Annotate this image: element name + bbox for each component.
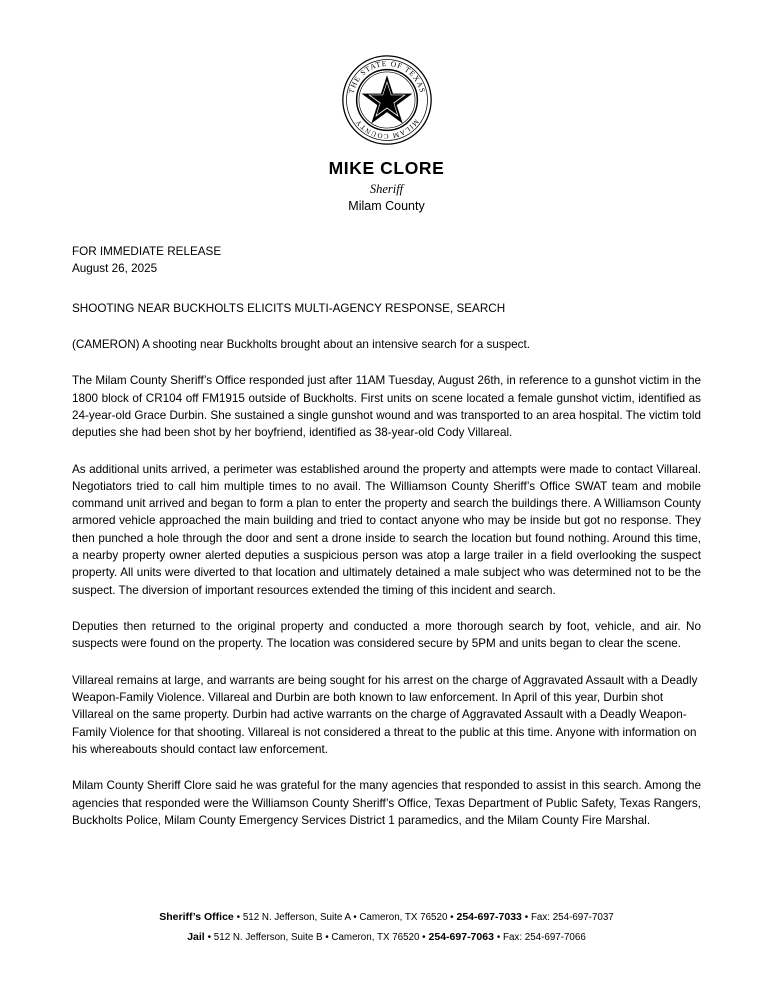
svg-text:MILAM COUNTY: MILAM COUNTY xyxy=(353,117,420,141)
footer-line-jail xyxy=(72,928,701,948)
footer-office-label: Sheriff’s Office xyxy=(159,911,234,924)
paragraph-3: As additional units arrived, a perimeter was established around the property and attempts were made to contact Villareal. Negotiators tried to call him multiple times to no avail. The Williamson County Sheriff’s Office SWAT team and mobile command unit arrived and began to form a plan to enter the property and search the buildings there. A Williamson County armored vehicle approached the main building and tried to contact anyone who may be inside but got no response. They then punched a hole through the door and sent a drone inside to search the location but found nothing. Around this time, a nearby property owner alerted deputies a suspicious person was atop a large trailer in a field overlooking the suspect property. All units were diverted to that location and ultimately detained a male subject who was determined not to be the suspect. The diversion of important resources extended the timing of this incident and search. xyxy=(72,462,701,597)
letterhead xyxy=(72,54,701,213)
footer-jail-address: • 512 N. Jefferson, Suite B • Cameron, TX 76520 • xyxy=(207,932,426,944)
footer-office-fax: • Fax: 254-697-7037 xyxy=(524,912,614,924)
footer-jail-phone: 254-697-7063 xyxy=(428,931,494,944)
release-notice: FOR IMMEDIATE RELEASE xyxy=(72,245,222,258)
paragraph-5: Villareal remains at large, and warrants are being sought for his arrest on the charge of Aggravated Assault with a Deadly Weapon-Family Violence. Villareal and Durbin are both known to law enforcement. In April of this year, Durbin shot Villareal on the same property. Durbin had active warrants on the charge of Aggravated Assault with a Deadly Weapon-Family Violence for that shooting. Villareal is not considered a threat to the public at this time. Anyone with information on his whereabouts should contact law enforcement. xyxy=(72,673,698,756)
paragraph-2: The Milam County Sheriff’s Office responded just after 11AM Tuesday, August 26th, in reference to a gunshot victim in the 1800 block of CR104 off FM1915 outside of Buckholts. First units on scene located a female gunshot victim, identified as 24-year-old Grace Durbin. She sustained a single gunshot wound and was transported to an area hospital. The victim told deputies she had been shot by her boyfriend, identified as 38-year-old Cody Villareal. xyxy=(72,374,701,440)
footer-office-phone: 254-697-7033 xyxy=(456,911,522,924)
footer xyxy=(72,908,701,948)
paragraph-6: Milam County Sheriff Clore said he was grateful for the many agencies that responded to assist in this search. Among the agencies that responded were the Williamson County Sheriff’s Office, Texas Department of Public Safety, Texas Rangers, Buckholts Police, Milam County Emergency Services District 1 paramedics, and the Milam County Fire Marshal. xyxy=(72,779,701,827)
headline: SHOOTING NEAR BUCKHOLTS ELICITS MULTI-AGENCY RESPONSE, SEARCH xyxy=(72,301,506,315)
texas-star-seal-icon xyxy=(341,54,433,146)
footer-line-sheriffs-office xyxy=(72,908,701,928)
sheriff-title: Sheriff xyxy=(369,182,404,196)
sheriff-name: MIKE CLORE xyxy=(328,158,445,178)
sheriff-county: Milam County xyxy=(348,199,425,213)
release-date: August 26, 2025 xyxy=(72,262,158,276)
paragraph-4: Deputies then returned to the original property and conducted a more thorough search by foot, vehicle, and air. No suspects were found on the property. The location was considered secure by 5PM and units began to clear the scene. xyxy=(72,620,701,651)
footer-jail-fax: • Fax: 254-697-7066 xyxy=(496,932,586,944)
paragraph-1: (CAMERON) A shooting near Buckholts brought about an intensive search for a suspect. xyxy=(72,337,531,351)
svg-text:THE STATE OF TEXAS: THE STATE OF TEXAS xyxy=(346,58,427,95)
footer-jail-label: Jail xyxy=(187,931,205,944)
press-release-body xyxy=(72,243,701,829)
seal-container xyxy=(72,54,701,146)
footer-office-address: • 512 N. Jefferson, Suite A • Cameron, TX 76520 • xyxy=(236,912,454,924)
